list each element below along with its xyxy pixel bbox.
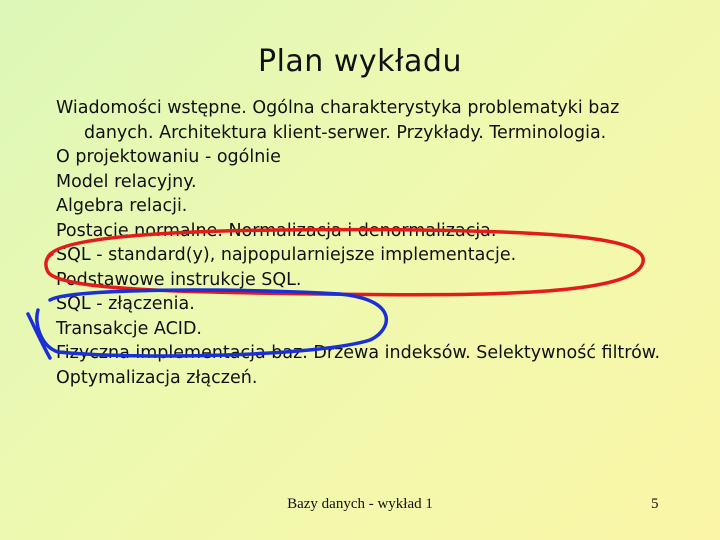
outline-item-normal-forms: Postacie normalne. Normalizacja i denormalizacja. [56,220,497,241]
outline-item-sql-basics: Podstawowe instrukcje SQL. [56,269,302,290]
outline-item-join-optimization: Optymalizacja złączeń. [56,367,258,388]
outline-item-intro: Wiadomości wstępne. Ogólna charakterystyka problematyki baz danych. Architektura klient-serwer. Przykłady. Terminologia. [56,98,620,143]
footer-title: Bazy danych - wykład 1 [287,496,433,512]
outline-item-relational-model: Model relacyjny. [56,171,197,192]
outline-item-sql-standards: SQL - standard(y), najpopularniejsze implementacje. [56,245,517,265]
slide-title: Plan wykładu [258,44,462,79]
outline-item-sql-joins: SQL - złączenia. [56,294,195,314]
blue-marker-tick [28,314,50,358]
outline-item-design: O projektowaniu - ogólnie [56,147,281,167]
page-number: 5 [651,496,659,512]
outline-list [56,96,676,390]
outline-item-transactions: Transakcje ACID. [56,318,202,339]
outline-item-relational-algebra: Algebra relacji. [56,196,188,216]
outline-item-physical-impl: Fizyczna implementacja baz. Drzewa indeksów. Selektywność filtrów. [56,343,661,363]
